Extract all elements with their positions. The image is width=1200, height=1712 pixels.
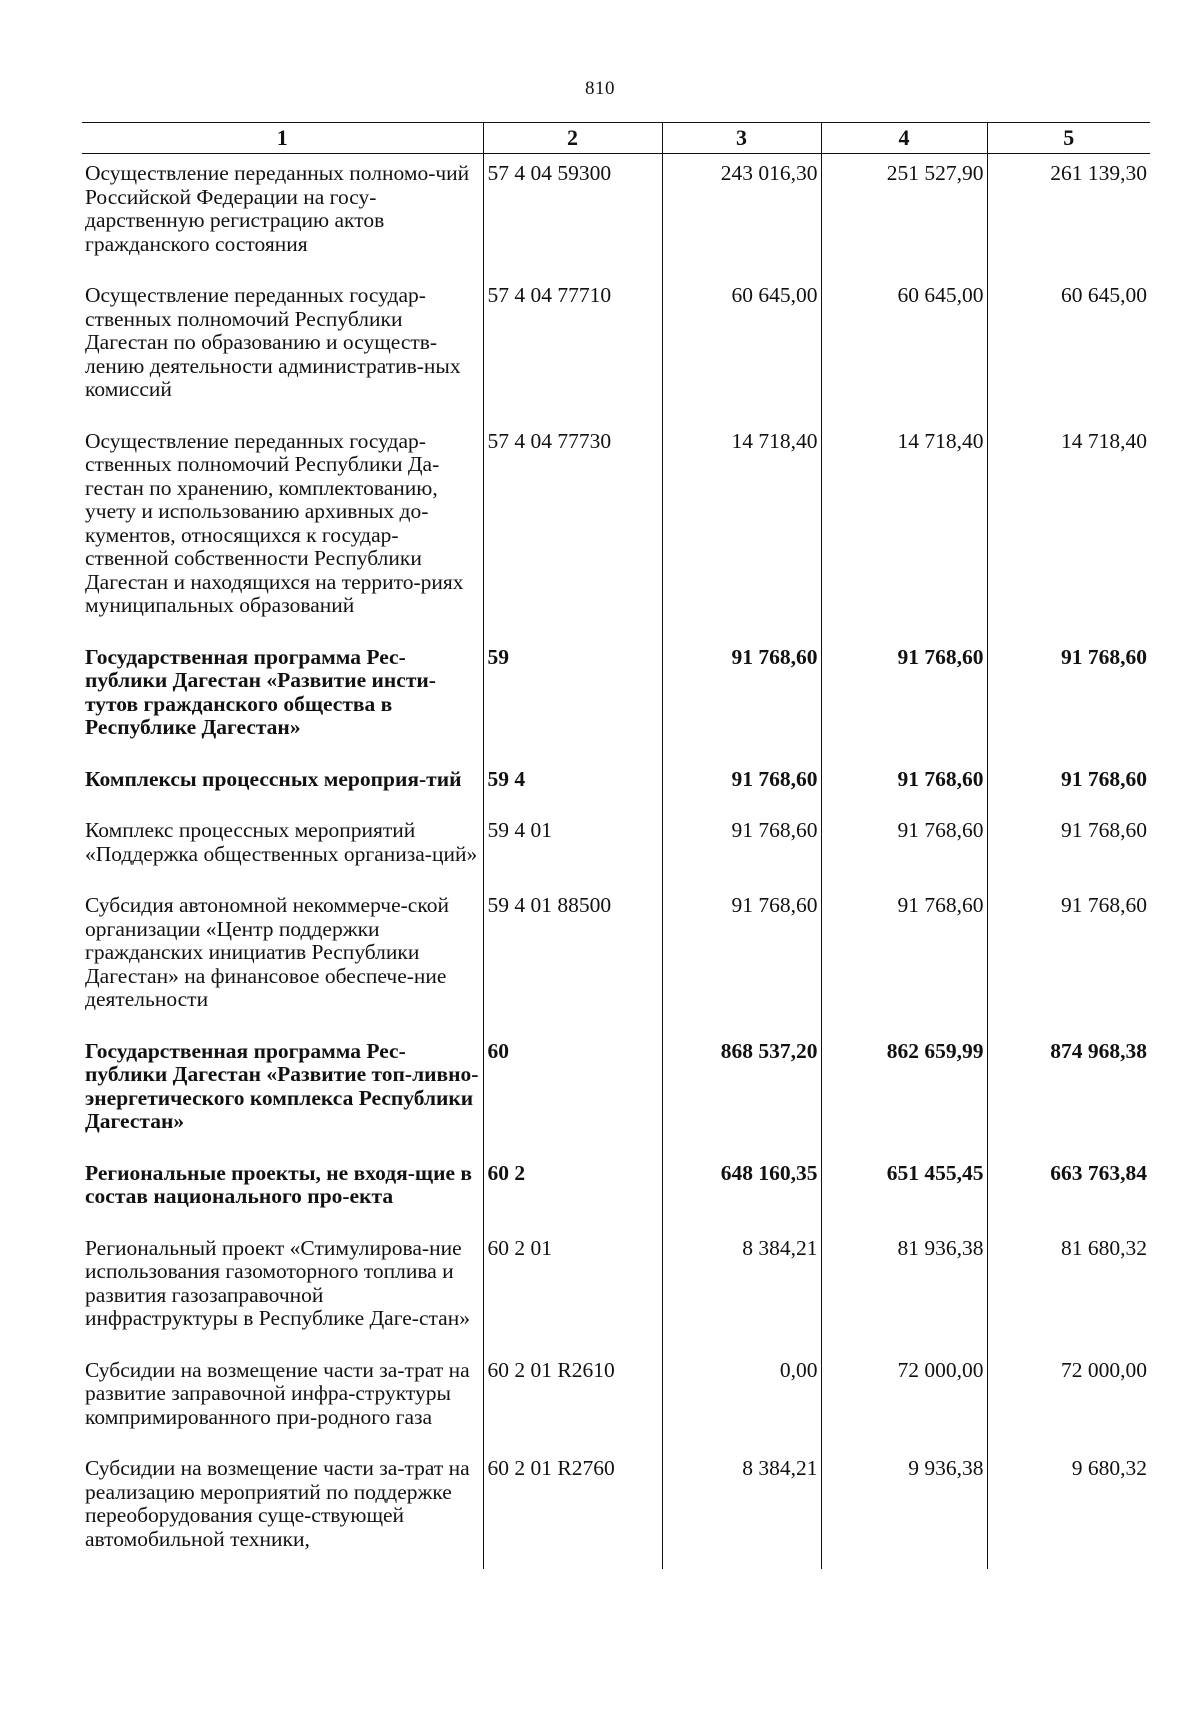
row-name: Осуществление переданных государ-ственных полномочий Республики Дагестан по образованию и осуществ-лению деятельности административ-ных комиссий — [82, 276, 483, 422]
row-value-col5: 9 680,32 — [987, 1449, 1150, 1569]
table-row — [82, 154, 1150, 277]
row-value-col4: 91 768,60 — [821, 811, 987, 886]
budget-table — [82, 122, 1150, 1569]
column-header-5: 5 — [987, 123, 1150, 154]
row-code: 60 2 01 — [483, 1229, 662, 1351]
row-value-col3: 91 768,60 — [662, 760, 821, 812]
table-row — [82, 1154, 1150, 1229]
row-value-col4: 9 936,38 — [821, 1449, 987, 1569]
row-code: 59 4 — [483, 760, 662, 812]
row-value-col5: 91 768,60 — [987, 811, 1150, 886]
row-code: 60 2 — [483, 1154, 662, 1229]
row-value-col5: 91 768,60 — [987, 886, 1150, 1032]
row-code: 60 — [483, 1032, 662, 1154]
row-value-col4: 251 527,90 — [821, 154, 987, 277]
table-row — [82, 422, 1150, 638]
column-header-1: 1 — [82, 123, 483, 154]
row-value-col3: 14 718,40 — [662, 422, 821, 638]
table-row — [82, 1449, 1150, 1569]
row-name: Осуществление переданных государ-ственных полномочий Республики Да-гестан по хранению, комплектованию, учету и использованию архивных до-кументов, относящихся к государ-ственной собственности Республики Дагестан и находящихся на террито-риях муниципальных образований — [82, 422, 483, 638]
row-value-col3: 0,00 — [662, 1351, 821, 1450]
table-row — [82, 276, 1150, 422]
column-header-2: 2 — [483, 123, 662, 154]
row-value-col5: 91 768,60 — [987, 638, 1150, 760]
row-value-col3: 868 537,20 — [662, 1032, 821, 1154]
table-row — [82, 760, 1150, 812]
row-name: Государственная программа Рес-публики Дагестан «Развитие топ-ливно-энергетического комплекса Республики Дагестан» — [82, 1032, 483, 1154]
table-row — [82, 1032, 1150, 1154]
row-code: 59 4 01 — [483, 811, 662, 886]
column-header-4: 4 — [821, 123, 987, 154]
row-value-col4: 91 768,60 — [821, 760, 987, 812]
row-value-col5: 72 000,00 — [987, 1351, 1150, 1450]
row-name: Региональные проекты, не входя-щие в состав национального про-екта — [82, 1154, 483, 1229]
row-value-col5: 663 763,84 — [987, 1154, 1150, 1229]
row-value-col3: 8 384,21 — [662, 1449, 821, 1569]
row-value-col5: 14 718,40 — [987, 422, 1150, 638]
row-value-col4: 14 718,40 — [821, 422, 987, 638]
row-value-col4: 60 645,00 — [821, 276, 987, 422]
table-row — [82, 1229, 1150, 1351]
row-value-col4: 81 936,38 — [821, 1229, 987, 1351]
table-header — [82, 123, 1150, 154]
row-code: 60 2 01 R2760 — [483, 1449, 662, 1569]
row-value-col3: 91 768,60 — [662, 638, 821, 760]
row-value-col4: 72 000,00 — [821, 1351, 987, 1450]
row-code: 60 2 01 R2610 — [483, 1351, 662, 1450]
row-value-col5: 91 768,60 — [987, 760, 1150, 812]
table-row — [82, 886, 1150, 1032]
row-name: Комплекс процессных мероприятий «Поддержка общественных организа-ций» — [82, 811, 483, 886]
row-name: Комплексы процессных мероприя-тий — [82, 760, 483, 812]
row-code: 59 — [483, 638, 662, 760]
row-value-col5: 60 645,00 — [987, 276, 1150, 422]
row-value-col3: 91 768,60 — [662, 886, 821, 1032]
row-value-col4: 651 455,45 — [821, 1154, 987, 1229]
row-name: Региональный проект «Стимулирова-ние использования газомоторного топлива и развития газозаправочной инфраструктуры в Республике Даге-стан» — [82, 1229, 483, 1351]
row-code: 59 4 01 88500 — [483, 886, 662, 1032]
row-value-col5: 874 968,38 — [987, 1032, 1150, 1154]
table-row — [82, 638, 1150, 760]
row-value-col4: 91 768,60 — [821, 886, 987, 1032]
table-body — [82, 154, 1150, 1570]
row-name: Государственная программа Рес-публики Дагестан «Развитие инсти-тутов гражданского общества в Республике Дагестан» — [82, 638, 483, 760]
row-value-col3: 60 645,00 — [662, 276, 821, 422]
row-name: Субсидия автономной некоммерче-ской организации «Центр поддержки гражданских инициатив Республики Дагестан» на финансовое обеспече-ние деятельности — [82, 886, 483, 1032]
row-code: 57 4 04 77710 — [483, 276, 662, 422]
row-code: 57 4 04 59300 — [483, 154, 662, 277]
row-value-col3: 243 016,30 — [662, 154, 821, 277]
row-value-col3: 91 768,60 — [662, 811, 821, 886]
table-row — [82, 1351, 1150, 1450]
row-value-col3: 8 384,21 — [662, 1229, 821, 1351]
row-value-col5: 81 680,32 — [987, 1229, 1150, 1351]
header-row — [82, 123, 1150, 154]
table-row — [82, 811, 1150, 886]
page-number: 810 — [585, 78, 615, 99]
row-value-col5: 261 139,30 — [987, 154, 1150, 277]
column-header-3: 3 — [662, 123, 821, 154]
row-value-col3: 648 160,35 — [662, 1154, 821, 1229]
row-name: Субсидии на возмещение части за-трат на развитие заправочной инфра-структуры компримированного при-родного газа — [82, 1351, 483, 1450]
row-name: Осуществление переданных полномо-чий Российской Федерации на госу-дарственную регистрацию актов гражданского состояния — [82, 154, 483, 277]
row-name: Субсидии на возмещение части за-трат на реализацию мероприятий по поддержке переоборудования суще-ствующей автомобильной техники, — [82, 1449, 483, 1569]
row-code: 57 4 04 77730 — [483, 422, 662, 638]
row-value-col4: 91 768,60 — [821, 638, 987, 760]
row-value-col4: 862 659,99 — [821, 1032, 987, 1154]
